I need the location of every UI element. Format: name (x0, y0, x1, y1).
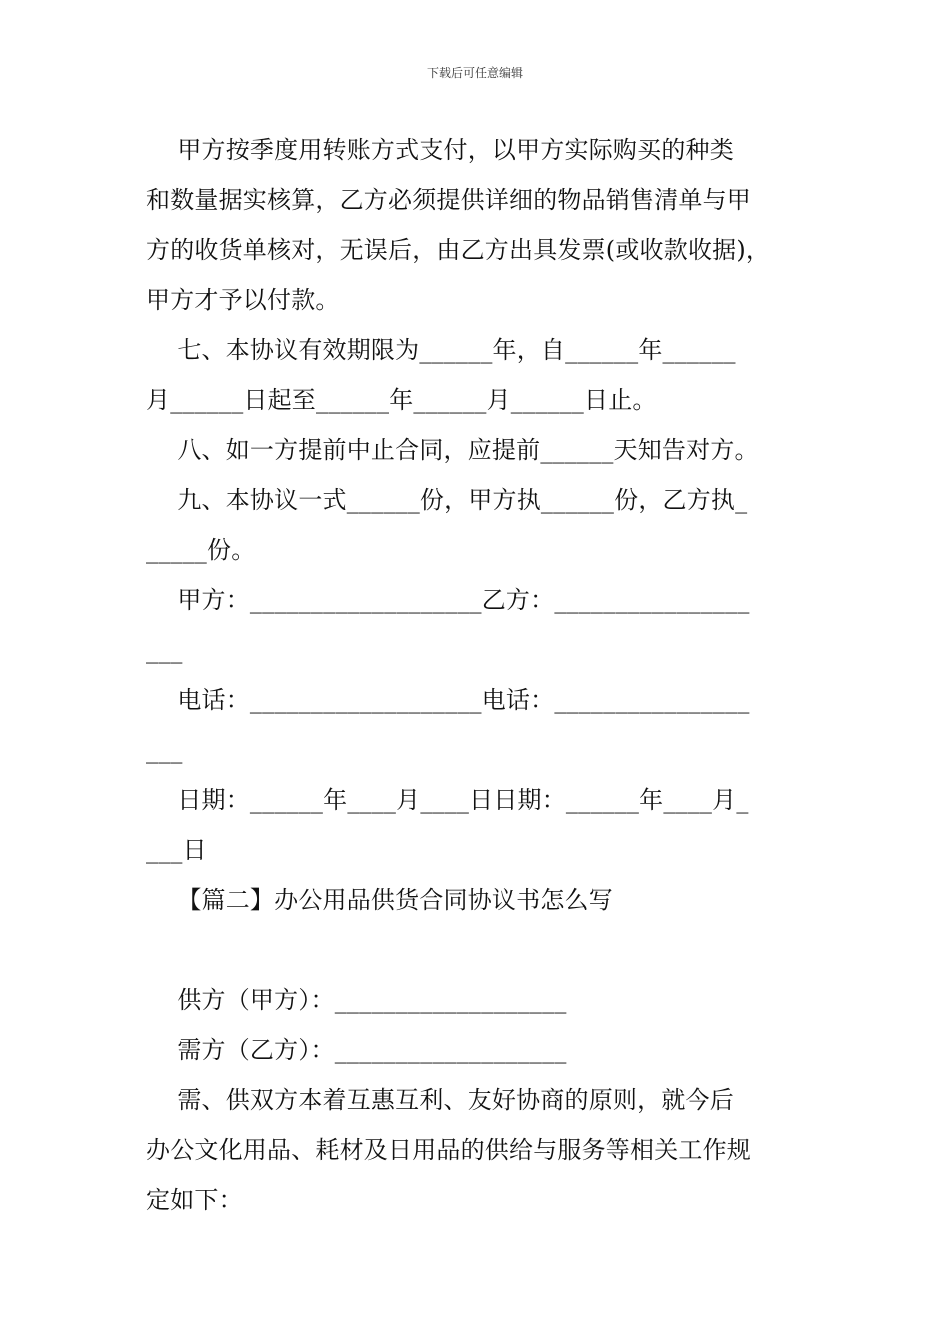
supplier-line: 供方（甲方）：___________________ (146, 986, 567, 1014)
page-header-note: 下载后可任意编辑 (426, 66, 523, 80)
signature-line-party: 甲方：___________________乙方：________________ (146, 586, 750, 614)
paragraph-line: 方的收货单核对，无误后，由乙方出具发票(或收款收据)， (146, 236, 771, 264)
paragraph-line: 甲方按季度用转账方式支付，以甲方实际购买的种类 (146, 136, 734, 164)
paragraph-line: 月______日起至______年______月______日止。 (146, 386, 657, 414)
signature-line-party-cont: ___ (146, 636, 183, 664)
buyer-line: 需方（乙方）：___________________ (146, 1036, 567, 1064)
paragraph-line: 七、本协议有效期限为______年，自______年______ (146, 336, 736, 364)
paragraph-line: 和数量据实核算，乙方必须提供详细的物品销售清单与甲 (146, 186, 751, 214)
paragraph-line: 定如下： (146, 1186, 243, 1214)
paragraph-line: _____份。 (146, 536, 256, 564)
paragraph-line: 八、如一方提前中止合同，应提前______天知告对方。 (146, 436, 759, 464)
paragraph-line: 办公文化用品、耗材及日用品的供给与服务等相关工作规 (146, 1136, 751, 1164)
paragraph-line: 需、供双方本着互惠互利、友好协商的原则，就今后 (146, 1086, 734, 1114)
signature-line-date: 日期：______年____月____日日期：______年____月_ (146, 786, 749, 814)
signature-line-phone-cont: ___ (146, 736, 183, 764)
signature-line-phone: 电话：___________________电话：________________ (146, 686, 750, 714)
signature-line-date-cont: ___日 (146, 836, 207, 864)
paragraph-line: 九、本协议一式______份，甲方执______份，乙方执_ (146, 486, 748, 514)
section-heading: 【篇二】办公用品供货合同协议书怎么写 (146, 886, 613, 914)
paragraph-line: 甲方才予以付款。 (146, 286, 340, 314)
